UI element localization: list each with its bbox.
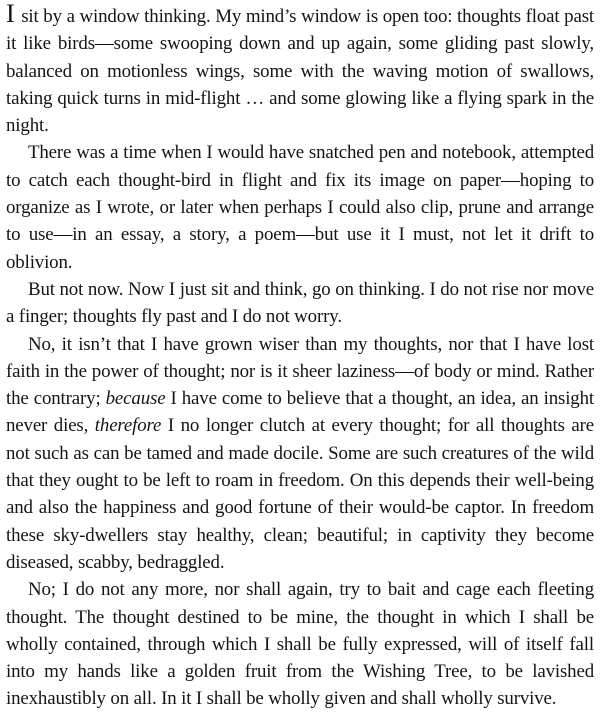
paragraph-4 — [6, 331, 594, 577]
paragraph-3 — [6, 276, 594, 331]
paragraph-3-text: But not now. Now I just sit and think, go on thinking. I do not rise nor move a finger; thoughts fly past and I do not worry. — [6, 278, 594, 328]
paragraph-2 — [6, 139, 594, 275]
paragraph-4-text-c: I no longer clutch at every thought; for all thoughts are not such as can be tamed and made docile. Some are such creatures of the wild that they ought to be left to roam in freedom. On this depends their well-being and also the happiness and good fortune of their would-be captor. In freedom these sky-dwellers stay healthy, clean; beautiful; in captivity they become diseased, scabby, bedraggled. — [6, 415, 594, 573]
emphasis-therefore: therefore — [94, 415, 162, 437]
emphasis-because: because — [105, 388, 166, 410]
paragraph-2-text: There was a time when I would have snatched pen and notebook, attempted to catch each thought-bird in flight and fix its image on paper—hoping to organize as I wrote, or later when perhaps I could also clip, prune and arrange to use—in an essay, a story, a poem—but use it I must, not let it drift to oblivion. — [6, 142, 594, 273]
document-page — [6, 0, 594, 713]
paragraph-4-text-a: No, it isn’t that I have grown wiser than my thoughts, nor that I have lost faith in the power of thought; nor is it sheer laziness—of body or mind. Rather the contrary; — [6, 333, 594, 410]
paragraph-1 — [6, 0, 594, 139]
initial-letter: I — [6, 0, 15, 28]
paragraph-1-text: sit by a window thinking. My mind’s window is open too: thoughts float past it like birds—some swooping down and up again, some gliding past slowly, balanced on motionless wings, some with the waving motion of swallows, taking quick turns in mid-flight … and some glowing like a flying spark in the night. — [6, 6, 594, 137]
paragraph-5 — [6, 576, 594, 712]
paragraph-4-text-b: I have come to believe that a thought, an idea, an insight never dies, — [6, 388, 594, 437]
paragraph-5-text: No; I do not any more, nor shall again, try to bait and cage each fleeting thought. The thought destined to be mine, the thought in which I shall be wholly contained, through which I shall be fully expressed, will of itself fall into my hands like a golden fruit from the Wishing Tree, to be lavished inexhaustibly on all. In it I shall be wholly given and shall wholly survive. — [6, 579, 594, 710]
